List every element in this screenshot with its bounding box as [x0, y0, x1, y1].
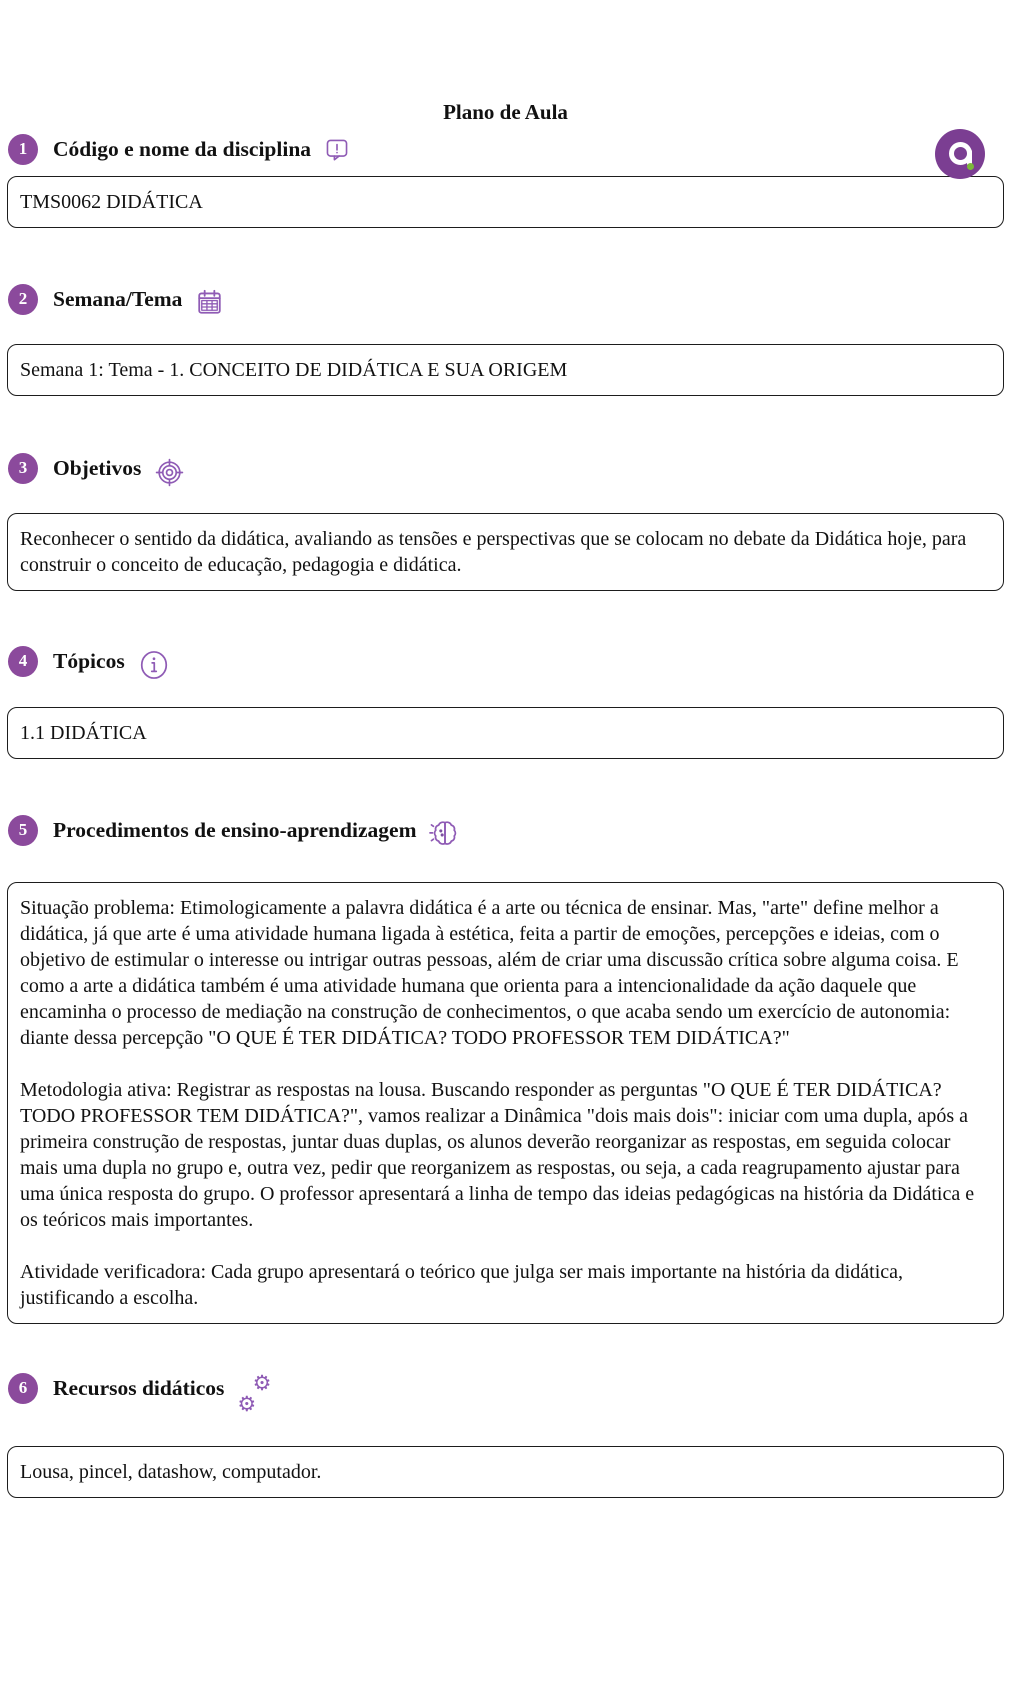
brain-icon — [429, 818, 461, 848]
field-text: Metodologia ativa: Registrar as respostas na lousa. Buscando responder as perguntas "O QUE É TER DIDÁTICA? TODO PROFESSOR TEM DIDÁTICA?", vamos realizar a Dinâmica "dois mais dois": iniciar com uma dupla, após a primeira construção de respostas, juntar duas duplas, os alunos deverão reorganizar as respostas, em seguida colocar mais uma dupla no grupo e, outra vez, pedir que reorganizem as respostas, ou seja, a cada reagrupamento ajustar para uma única resposta do grupo. O professor apresentará a linha de tempo das ideias pedagógicas na história da Didática e os teóricos mais importantes. — [20, 1079, 975, 1231]
section-resources — [0, 1372, 1011, 1498]
section-title: Procedimentos de ensino-aprendizagem — [53, 817, 417, 842]
section-number-badge: 4 — [8, 646, 38, 677]
section-week-theme — [0, 283, 1011, 396]
calendar-icon — [195, 288, 224, 317]
section-objectives — [0, 452, 1011, 591]
brand-logo — [935, 129, 985, 179]
field-text: Atividade verificadora: Cada grupo apresentará o teórico que julga ser mais importante na história da didática, justificando a escolha. — [20, 1261, 903, 1309]
page-title: Plano de Aula — [443, 100, 568, 124]
gear-icon: ⚙ — [252, 1371, 272, 1395]
gears-icon — [237, 1361, 271, 1415]
field-text: 1.1 DIDÁTICA — [20, 722, 147, 744]
section-title: Semana/Tema — [53, 286, 183, 311]
comment-alert-icon — [324, 136, 350, 163]
topics-field — [7, 707, 1004, 759]
section-title: Código e nome da disciplina — [53, 136, 312, 161]
section-header — [8, 1371, 1011, 1416]
section-header — [8, 452, 1011, 484]
target-icon — [154, 457, 185, 488]
logo-green-dot — [967, 163, 974, 170]
gear-icon: ⚙ — [237, 1392, 257, 1416]
section-topics — [0, 645, 1011, 759]
field-text: TMS0062 DIDÁTICA — [20, 191, 203, 213]
section-title: Recursos didáticos — [53, 1375, 225, 1400]
section-number-badge: 2 — [8, 284, 38, 315]
field-text: Semana 1: Tema - 1. CONCEITO DE DIDÁTICA E SUA ORIGEM — [20, 359, 568, 381]
field-text: Situação problema: Etimologicamente a palavra didática é a arte ou técnica de ensinar. Mas, "arte" define melhor a didática, já que arte é uma atividade humana ligada à estética, feita a partir de emoções, percepções e ideias, com o objetivo de estimular o interesse ou intrigar outras pessoas, além de criar uma discussão crítica sobre alguma coisa. E como a arte a didática também é uma atividade humana que orienta para a intencionalidade da ação daquele que encaminha o processo de mediação na construção de conhecimentos, o que acaba sendo um exercício de autonomia: diante dessa percepção "O QUE É TER DIDÁTICA? TODO PROFESSOR TEM DIDÁTICA?" — [20, 897, 959, 1049]
section-header — [8, 283, 1011, 315]
week-theme-field — [7, 344, 1004, 396]
section-procedures — [0, 814, 1011, 1324]
section-header — [8, 133, 1011, 165]
field-text: Lousa, pincel, datashow, computador. — [20, 1461, 322, 1483]
resources-field — [7, 1446, 1004, 1498]
section-number-badge: 6 — [8, 1373, 38, 1404]
section-title: Tópicos — [53, 648, 125, 673]
section-number-badge: 3 — [8, 453, 38, 484]
info-icon — [138, 648, 170, 682]
section-number-badge: 5 — [8, 815, 38, 846]
section-discipline — [0, 133, 1011, 228]
page — [0, 100, 1011, 1498]
section-header — [8, 645, 1011, 677]
section-number-badge: 1 — [8, 134, 38, 165]
logo-letter-a — [949, 142, 972, 165]
procedures-field — [7, 882, 1004, 1324]
section-title: Objetivos — [53, 455, 142, 480]
field-text: Reconhecer o sentido da didática, avaliando as tensões e perspectivas que se colocam no debate da Didática hoje, para construir o conceito de educação, pedagogia e didática. — [20, 528, 967, 576]
discipline-code-field — [7, 176, 1004, 228]
objectives-field — [7, 513, 1004, 591]
section-header — [8, 814, 1011, 846]
